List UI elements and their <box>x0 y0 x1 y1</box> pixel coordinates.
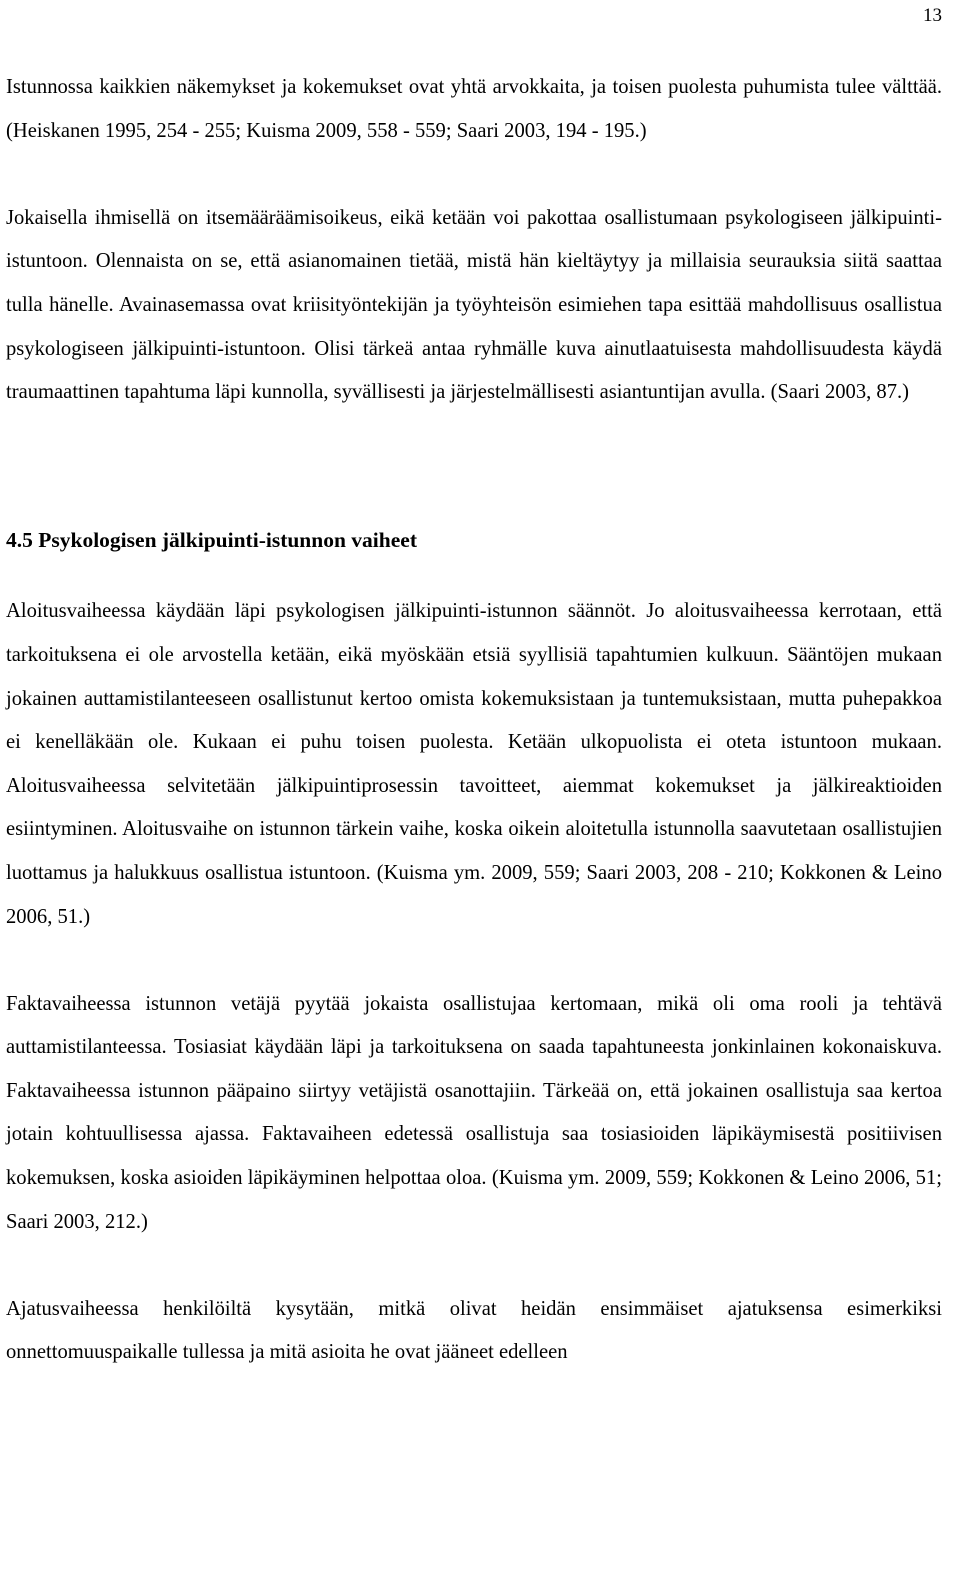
paragraph-thought-phase: Ajatusvaiheessa henkilöiltä kysytään, mitkä olivat heidän ensimmäiset ajatuksensa esimerkiksi onnettomuuspaikalle tullessa ja mitä asioita he ovat jääneet edelleen <box>6 1297 942 1364</box>
paragraph-self-determination: Jokaisella ihmisellä on itsemääräämisoikeus, eikä ketään voi pakottaa osallistumaan psykologiseen jälkipuinti-istuntoon. Olennaista on se, että asianomainen tietää, mistä hän kieltäytyy ja millaisia seurauksia siitä saattaa tulla hänelle. Avainasemassa ovat kriisityöntekijän ja työyhteisön esimiehen tapa esittää mahdollisuus osallistua psykologiseen jälkipuinti-istuntoon. Olisi tärkeä antaa ryhmälle kuva ainutlaatuisesta mahdollisuudesta käydä traumaattinen tapahtuma läpi kunnolla, syvällisesti ja järjestelmällisesti asiantuntijan avulla. (Saari 2003, 87.) <box>6 206 942 404</box>
paragraph-speaking-rules: Istunnossa kaikkien näkemykset ja kokemukset ovat yhtä arvokkaita, ja toisen puolesta puhumista tulee välttää. (Heiskanen 1995, 254 - 255; Kuisma 2009, 558 - 559; Saari 2003, 194 - 195.) <box>6 76 942 142</box>
paragraph-opening-phase: Aloitusvaiheessa käydään läpi psykologisen jälkipuinti-istunnon säännöt. Jo aloitusvaiheessa kerrotaan, että tarkoituksena ei ole arvostella ketään, eikä myöskään etsiä syyllisiä tapahtumien kulkuun. Sääntöjen mukaan jokainen auttamistilanteeseen osallistunut kertoo omista kokemuksistaan ja tuntemuksistaan, mutta puhepakkoa ei kenelläkään ole. Kukaan ei puhu toisen puolesta. Ketään ulkopuolista ei oteta istuntoon mukaan. Aloitusvaiheessa selvitetään jälkipuintiprosessin tavoitteet, aiemmat kokemukset ja jälkireaktioiden esiintyminen. Aloitusvaihe on istunnon tärkein vaihe, koska oikein aloitetulla istunnolla saavutetaan osallistujien luottamus ja halukkuus osallistua istuntoon. (Kuisma ym. 2009, 559; Saari 2003, 208 - 210; Kokkonen & Leino 2006, 51.) <box>6 600 942 928</box>
document-body <box>6 66 942 1375</box>
section-heading: 4.5 Psykologisen jälkipuinti-istunnon vaiheet <box>6 527 417 552</box>
paragraph-fact-phase: Faktavaiheessa istunnon vetäjä pyytää jokaista osallistujaa kertomaan, mikä oli oma rooli ja tehtävä auttamistilanteessa. Tosiasiat käydään läpi ja tarkoituksena on saada tapahtuneesta jonkinlainen kokonaiskuva. Faktavaiheessa istunnon pääpaino siirtyy vetäjistä osanottajiin. Tärkeää on, että jokainen osallistuja saa kertoa jotain kohtuullisessa ajassa. Faktavaiheen edetessä osallistuja saa tosiasioiden läpikäymisestä positiivisen kokemuksen, koska asioiden läpikäyminen helpottaa oloa. (Kuisma ym. 2009, 559; Kokkonen & Leino 2006, 51; Saari 2003, 212.) <box>6 992 942 1233</box>
page-number: 13 <box>923 5 942 26</box>
